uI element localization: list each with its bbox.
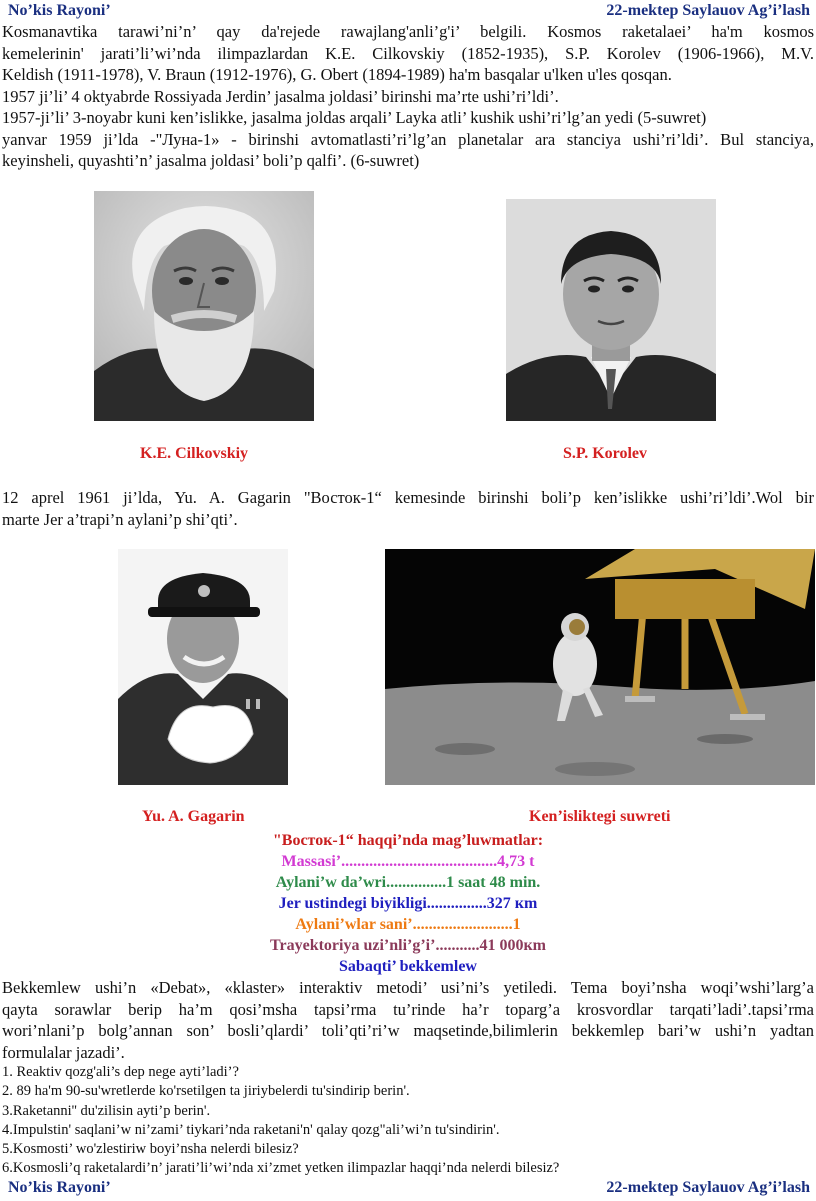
footer-district: No’kis Rayoni’ xyxy=(8,1179,111,1196)
consolidation-paragraph xyxy=(2,977,814,1063)
korolev-caption: S.P. Korolev xyxy=(563,445,648,462)
question-item: 1. Reaktiv qozg'ali’s dep nege ayti’ladi’? xyxy=(2,1064,239,1080)
cilkovskiy-portrait xyxy=(94,191,314,421)
question-item: 4.Impulstin' saqlani’w ni’zami’ tiykari’nda raketani'n' qalay qozg"ali’wi’n tu'sindirin'. xyxy=(2,1121,500,1138)
intro-paragraph xyxy=(2,21,814,172)
lesson-heading: Sabaqti’ bekkemlew xyxy=(339,958,477,975)
intro-line: Kosmanavtika tarawi’ni’n’ qay da'rejede rawajlang'anli’g'i’ belgili. Kosmos raketalaei’ ha'm kosmos xyxy=(2,22,814,41)
vostok-info-title: "Восток-1“ haqqi’nda mag’luwmatlar: xyxy=(272,832,544,849)
question-item: 6.Kosmosli’q raketalardi’n’ jarati’li’wi’nda xi’zmet yetken ilimpazlar haqqi’nda nelerdi bilesiz? xyxy=(2,1160,560,1177)
gagarin-caption: Yu. A. Gagarin xyxy=(142,808,245,825)
space-caption: Ken’isliktegi suwreti xyxy=(529,808,671,825)
question-item: 5.Kosmosti’ wo'zlestiriw boyi’nsha nelerdi bilesiz? xyxy=(2,1141,299,1158)
consolidation-line: wori’nlani’p bolg’annan son’ bosli’qlardi’ toli’qti’ri’w maqsetinde,bilimlerin bekkemlep bari’w ushi’n yadtan xyxy=(2,1021,814,1040)
space-photo xyxy=(385,549,815,785)
consolidation-line: Bekkemlew ushi’n «Debat», «klaster» interaktiv metodi’ usi’ni’s yetiledi. Tema boyi’nsha woqi’wshi’larg’a xyxy=(2,978,814,997)
korolev-portrait xyxy=(506,199,716,421)
footer-school: 22-mektep Saylauov Ag’i’lash xyxy=(606,1179,810,1196)
intro-line: Keldish (1911-1978), V. Braun (1912-1976), G. Obert (1894-1989) ha'm basqalar u'lken u'les qosqan. xyxy=(2,65,672,84)
vostok-orbits: Aylani’wlar sani’.........................1 xyxy=(295,916,521,933)
vostok-altitude: Jer ustindegi biyikligi...............327 кm xyxy=(278,895,538,912)
intro-line: 1957-ji’li’ 3-noyabr kuni ken’islikke, jasalma joldas arqali’ Layka atli’ kushik ushi’ri’lg’an yedi (5-suwret) xyxy=(2,108,707,127)
intro-line: yanvar 1959 ji’lda -"Луна-1» - birinshi avtomatlasti’ri’lg’an planetalar ara stanciya ushi’ri’ldi’. Bul stanciya, xyxy=(2,129,814,149)
header-school: 22-mektep Saylauov Ag’i’lash xyxy=(606,2,810,19)
question-item: 2. 89 ha'm 90-su'wretlerde ko'rsetilgen ta jiriybelerdi tu'sindirip berin'. xyxy=(2,1083,410,1100)
intro-line: 1957 ji’li’ 4 oktyabrde Rossiyada Jerdin’ jasalma joldasi’ birinshi ma’rte ushi’ri’ldi’. xyxy=(2,86,559,106)
gagarin-line: 12 aprel 1961 ji’lda, Yu. A. Gagarin "Восток-1“ kemesinde birinshi boli’p ken’islikke ushi’ri’ldi’.Wol bir xyxy=(2,488,814,507)
header-district: No’kis Rayoni’ xyxy=(8,2,111,19)
intro-line: kemelerinin' jarati’li’wi’nda ilimpazlardan K.E. Cilkovskiy (1852-1935), S.P. Korolev (1906-1966), M.V. xyxy=(2,43,814,63)
gagarin-paragraph xyxy=(2,487,814,530)
gagarin-line: marte Jer a’trapi’n aylani’p shi’qti’. xyxy=(2,509,238,529)
gagarin-photo xyxy=(118,549,288,785)
consolidation-line: qayta sorawlar berip ha’m qosi’msha tapsi’rma tu’rinde ha’r toparg’a krosvordlar tarqati’ladi’.tapsi’rma xyxy=(2,999,814,1019)
vostok-period: Aylani’w da’wri...............1 saat 48 min. xyxy=(275,874,541,891)
questions-list xyxy=(2,1063,814,1179)
intro-line: keyinsheli, quyashti’n’ jasalma joldasi’ boli’p qalfi’. (6-suwret) xyxy=(2,151,420,170)
consolidation-line: formulalar jazadi’. xyxy=(2,1042,125,1062)
vostok-trajectory: Trayektoriya uzi’nli’g’i’...........41 000кm xyxy=(270,937,546,954)
question-item: 3.Raketanni'' du'zilisin ayti’p berin'. xyxy=(2,1102,211,1119)
cilkovskiy-caption: K.E. Cilkovskiy xyxy=(140,445,249,462)
page-footer xyxy=(0,1179,816,1201)
vostok-mass: Massasi’.......................................4,73 t xyxy=(281,853,535,870)
